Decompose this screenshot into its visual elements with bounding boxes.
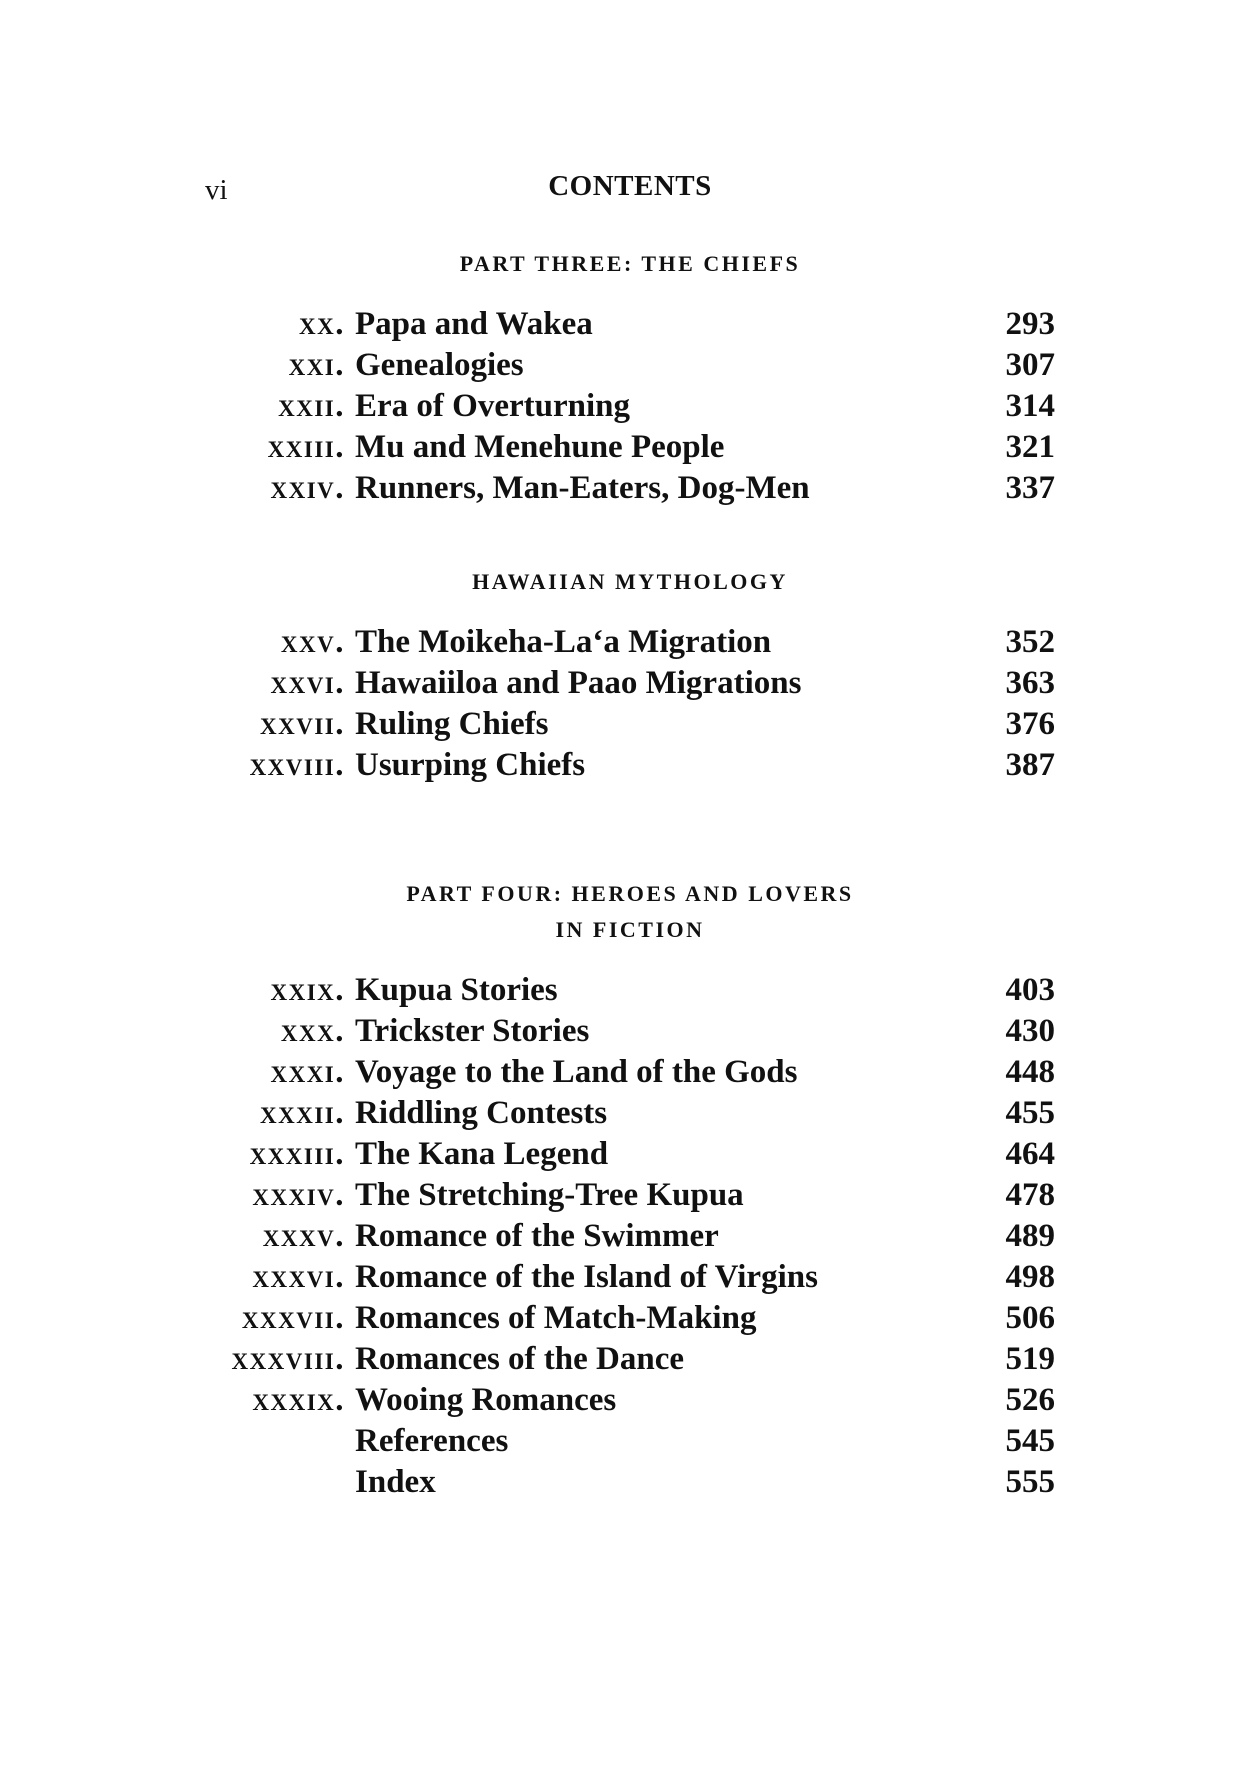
toc-entry[interactable]: [205, 345, 1055, 386]
section-heading: HAWAIIAN MYTHOLOGY: [472, 569, 788, 594]
toc-entry[interactable]: [205, 970, 1055, 1011]
toc-list: [205, 304, 1055, 509]
chapter-numeral: xxviii.: [249, 747, 345, 783]
chapter-numeral: xx.: [299, 306, 345, 342]
toc-entry[interactable]: [205, 304, 1055, 345]
toc-entry[interactable]: [205, 622, 1055, 663]
page-number: 321: [1005, 429, 1055, 465]
page-number: 376: [1005, 706, 1055, 742]
page-title: CONTENTS: [548, 170, 712, 202]
section-heading: PART THREE: THE CHIEFS: [459, 251, 801, 276]
chapter-title: Romance of the Swimmer: [355, 1218, 719, 1254]
chapter-title: Wooing Romances: [355, 1382, 617, 1418]
page-number: 498: [1005, 1259, 1055, 1295]
section-heading: PART FOUR: HEROES AND LOVERS: [406, 881, 854, 906]
toc-entry-index[interactable]: [205, 1462, 1055, 1503]
page-number: 314: [1005, 388, 1055, 424]
chapter-title: References: [355, 1423, 509, 1459]
page-number: 478: [1005, 1177, 1055, 1213]
toc-entry[interactable]: [205, 745, 1055, 786]
chapter-title: Mu and Menehune People: [355, 429, 725, 465]
chapter-numeral: xxii.: [278, 388, 345, 424]
chapter-title: Genealogies: [355, 347, 524, 383]
toc-entry[interactable]: [205, 1380, 1055, 1421]
chapter-title: Runners, Man-Eaters, Dog-Men: [355, 470, 810, 506]
chapter-numeral: xxxvii.: [241, 1300, 345, 1336]
chapter-numeral: xxix.: [270, 972, 345, 1008]
toc-entry[interactable]: [205, 704, 1055, 745]
chapter-title: The Stretching-Tree Kupua: [355, 1177, 744, 1213]
toc-list: [205, 970, 1055, 1503]
page-number: 545: [1005, 1423, 1055, 1459]
page-number: 430: [1005, 1013, 1055, 1049]
toc-entry[interactable]: [205, 1011, 1055, 1052]
chapter-numeral: xxxvi.: [252, 1259, 345, 1295]
chapter-title: The Moikeha-La‘a Migration: [355, 624, 772, 660]
toc-entry[interactable]: [205, 386, 1055, 427]
chapter-title: Trickster Stories: [355, 1013, 590, 1049]
chapter-title: Riddling Contests: [355, 1095, 608, 1131]
chapter-title: Hawaiiloa and Paao Migrations: [355, 665, 802, 701]
chapter-numeral: xxi.: [288, 347, 345, 383]
toc-entry[interactable]: [205, 1093, 1055, 1134]
chapter-numeral: xxiv.: [270, 470, 345, 506]
chapter-title: Romances of the Dance: [355, 1341, 685, 1377]
page-number: 526: [1005, 1382, 1055, 1418]
page-number: 307: [1005, 347, 1055, 383]
toc-entry[interactable]: [205, 427, 1055, 468]
page-number: 489: [1005, 1218, 1055, 1254]
chapter-title: The Kana Legend: [355, 1136, 609, 1172]
section-part-three: [205, 246, 1055, 509]
toc-entry-references[interactable]: [205, 1421, 1055, 1462]
toc-entry[interactable]: [205, 1175, 1055, 1216]
chapter-title: Index: [355, 1464, 436, 1500]
section-heading-continued: IN FICTION: [555, 917, 705, 942]
chapter-numeral: xxv.: [280, 624, 345, 660]
page-number: 464: [1005, 1136, 1055, 1172]
toc-entry[interactable]: [205, 1257, 1055, 1298]
page-number: 352: [1005, 624, 1055, 660]
toc-entry[interactable]: [205, 468, 1055, 509]
toc-entry[interactable]: [205, 1298, 1055, 1339]
page-number: 448: [1005, 1054, 1055, 1090]
page-number: 363: [1005, 665, 1055, 701]
chapter-title: Ruling Chiefs: [355, 706, 549, 742]
section-part-four: [205, 876, 1055, 1503]
chapter-title: Romances of Match-Making: [355, 1300, 757, 1336]
running-head: [205, 170, 1055, 210]
toc-entry[interactable]: [205, 663, 1055, 704]
page-number: 555: [1005, 1464, 1055, 1500]
chapter-numeral: xxxii.: [260, 1095, 345, 1131]
toc-list: [205, 622, 1055, 786]
chapter-numeral: xxxiii.: [249, 1136, 345, 1172]
page-number: 506: [1005, 1300, 1055, 1336]
page-number: 403: [1005, 972, 1055, 1008]
chapter-title: Usurping Chiefs: [355, 747, 586, 783]
page-number: 455: [1005, 1095, 1055, 1131]
page-number: 387: [1005, 747, 1055, 783]
page-folio: vi: [205, 174, 228, 206]
section-hawaiian-mythology: [205, 564, 1055, 786]
chapter-title: Kupua Stories: [355, 972, 558, 1008]
chapter-numeral: xxx.: [280, 1013, 345, 1049]
chapter-numeral: xxvii.: [260, 706, 345, 742]
chapter-numeral: xxiii.: [267, 429, 345, 465]
chapter-title: Voyage to the Land of the Gods: [355, 1054, 798, 1090]
page-number: 337: [1005, 470, 1055, 506]
chapter-numeral: xxxiv.: [252, 1177, 345, 1213]
chapter-title: Romance of the Island of Virgins: [355, 1259, 818, 1295]
chapter-title: Papa and Wakea: [355, 306, 593, 342]
chapter-numeral: xxxviii.: [231, 1341, 345, 1377]
chapter-title: Era of Overturning: [355, 388, 630, 424]
chapter-numeral: xxvi.: [270, 665, 345, 701]
chapter-numeral: xxxi.: [270, 1054, 345, 1090]
chapter-numeral: xxxix.: [252, 1382, 345, 1418]
toc-entry[interactable]: [205, 1052, 1055, 1093]
toc-entry[interactable]: [205, 1339, 1055, 1380]
page-number: 519: [1005, 1341, 1055, 1377]
page-number: 293: [1005, 306, 1055, 342]
toc-entry[interactable]: [205, 1216, 1055, 1257]
toc-entry[interactable]: [205, 1134, 1055, 1175]
chapter-numeral: xxxv.: [262, 1218, 345, 1254]
